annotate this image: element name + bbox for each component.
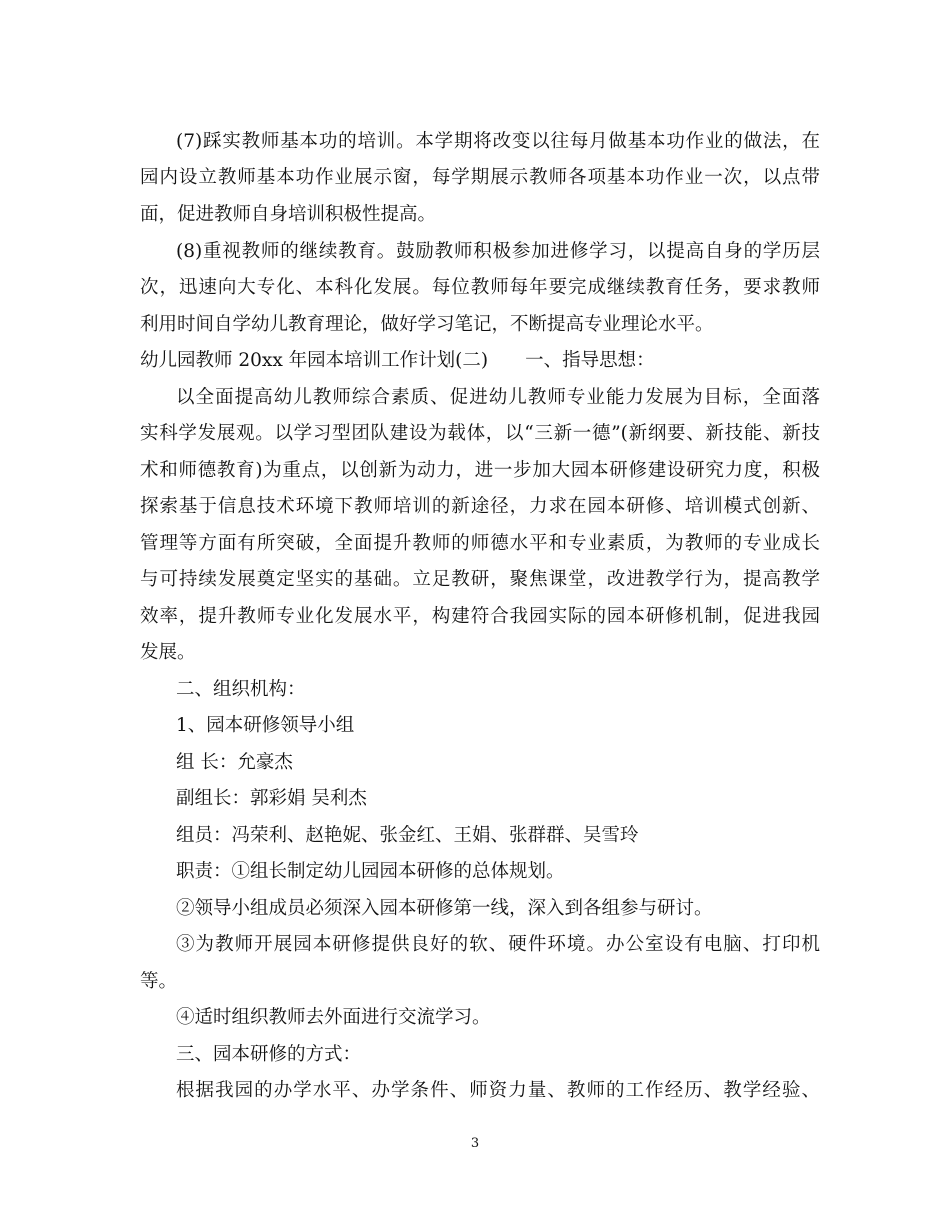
- text-line: 1、园本研修领导小组: [176, 715, 355, 736]
- text-line: ③为教师开展园本研修提供良好的软、硬件环境。办公室设有电脑、打印机: [176, 934, 820, 955]
- text-line: 园内设立教师基本功作业展示窗，每学期展示教师各项基本功作业一次，以点带: [140, 167, 820, 188]
- text-line: (7)踩实教师基本功的培训。本学期将改变以往每月做基本功作业的做法，在: [176, 131, 820, 152]
- section-heading: 幼儿园教师 20xx 年园本培训工作计划(二) 一、指导思想：: [140, 350, 655, 371]
- text-line: 与可持续发展奠定坚实的基础。立足教研，聚焦课堂，改进教学行为，提高教学: [140, 569, 820, 590]
- section-heading: 二、组织机构：: [176, 679, 306, 700]
- text-line: 术和师德教育)为重点，以创新为动力，进一步加大园本研修建设研究力度，积极: [140, 460, 820, 481]
- page-number: 3: [470, 1136, 480, 1151]
- text-line: 以全面提高幼儿教师综合素质、促进幼儿教师专业能力发展为目标，全面落: [176, 387, 820, 408]
- text-line: 实科学发展观。以学习型团队建设为载体，以“三新一德”(新纲要、新技能、新技: [140, 423, 820, 444]
- text-line: (8)重视教师的继续教育。鼓励教师积极参加进修学习，以提高自身的学历层: [176, 241, 820, 262]
- text-line: 面，促进教师自身培训积极性提高。: [140, 204, 437, 225]
- section-heading: 三、园本研修的方式：: [176, 1044, 362, 1065]
- text-line: 发展。: [140, 642, 196, 663]
- text-line: 次，迅速向大专化、本科化发展。每位教师每年要完成继续教育任务，要求教师: [140, 277, 820, 298]
- text-line: 管理等方面有所突破，全面提升教师的师德水平和专业素质，为教师的专业成长: [140, 533, 820, 554]
- text-line: 职责：①组长制定幼儿园园本研修的总体规划。: [176, 861, 565, 882]
- text-line: 组 长：允豪杰: [176, 752, 293, 773]
- text-line: ②领导小组成员必须深入园本研修第一线，深入到各组参与研讨。: [176, 898, 713, 919]
- text-line: 等。: [140, 971, 178, 992]
- text-line: 效率，提升教师专业化发展水平，构建符合我园实际的园本研修机制，促进我园: [140, 606, 820, 627]
- text-line: 探索基于信息技术环境下教师培训的新途径，力求在园本研修、培训模式创新、: [140, 496, 820, 517]
- text-line: ④适时组织教师去外面进行交流学习。: [176, 1007, 491, 1028]
- text-line: 副组长：郭彩娟 吴利杰: [176, 788, 367, 809]
- text-line: 组员：冯荣利、赵艳妮、张金红、王娟、张群群、吴雪玲: [176, 825, 639, 846]
- text-line: 根据我园的办学水平、办学条件、师资力量、教师的工作经历、教学经验、: [176, 1080, 820, 1101]
- text-line: 利用时间自学幼儿教育理论，做好学习笔记，不断提高专业理论水平。: [140, 314, 714, 335]
